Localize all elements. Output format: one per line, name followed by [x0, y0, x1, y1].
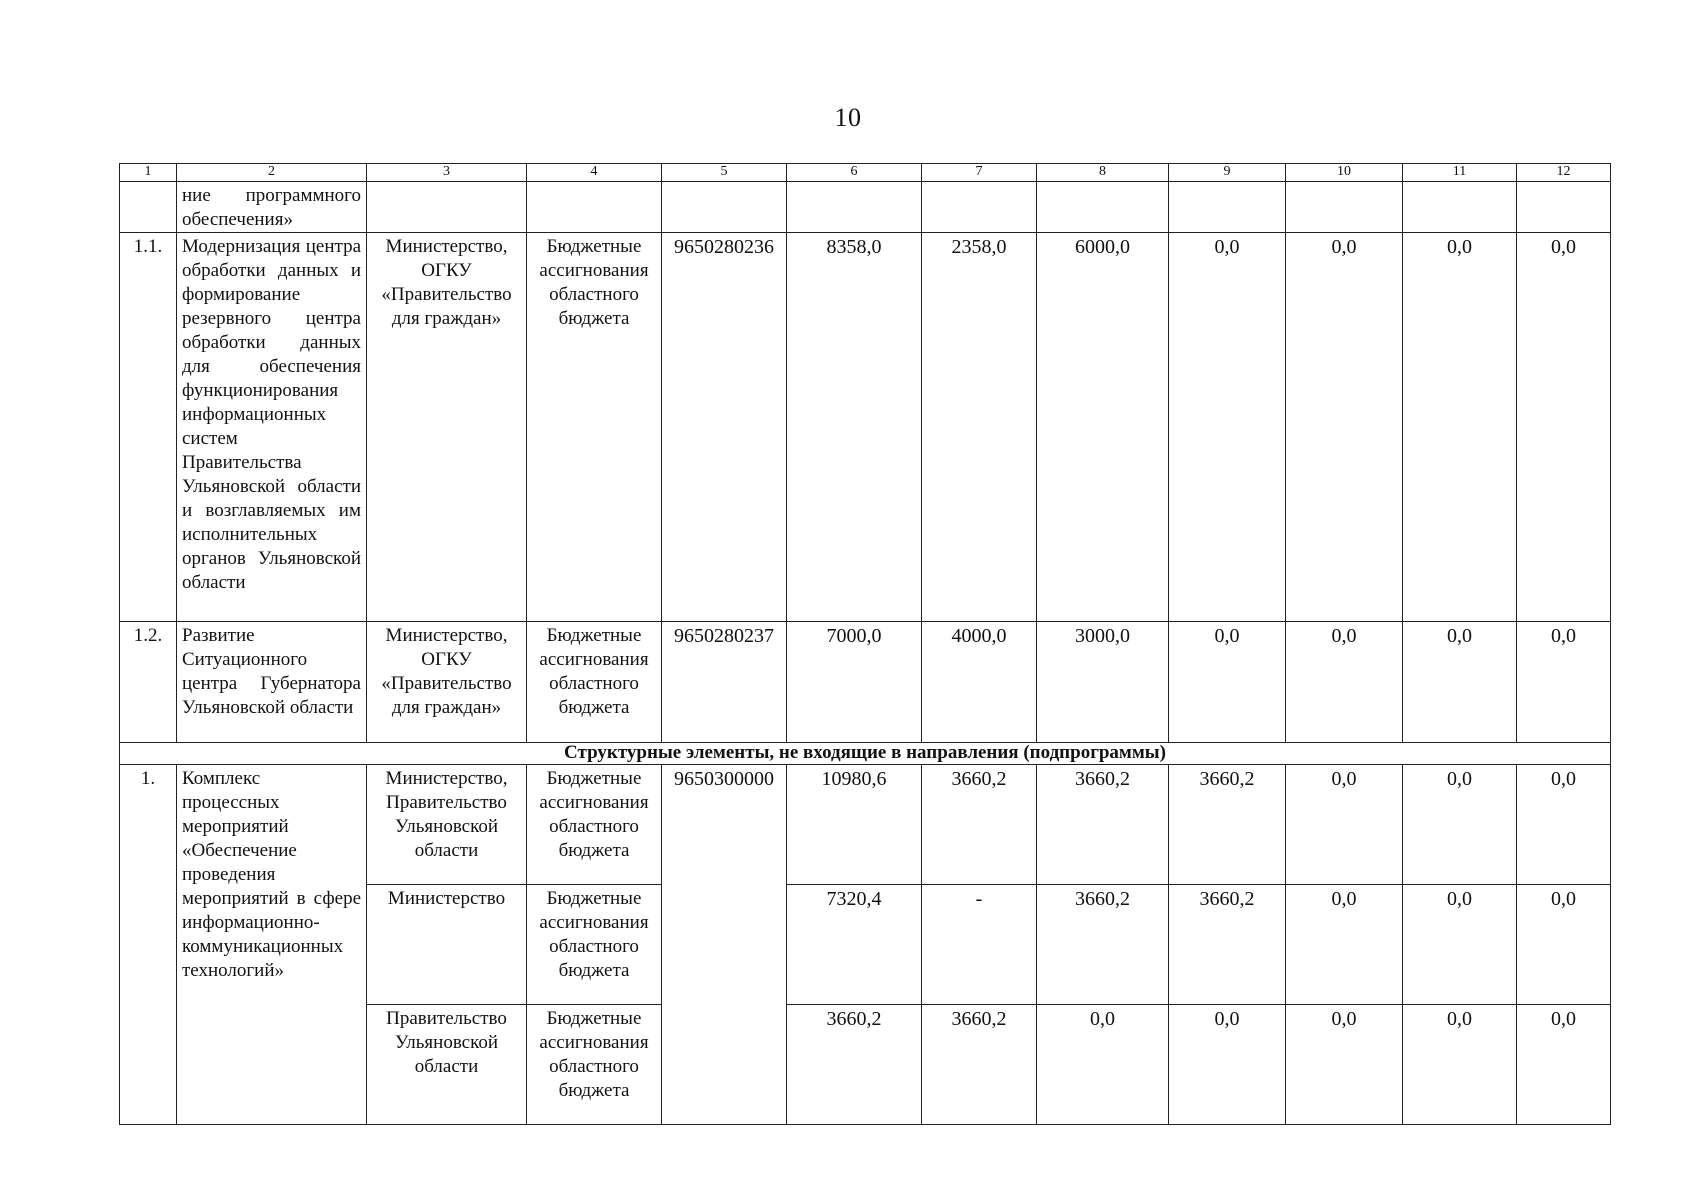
value-year: 0,0 — [1169, 1005, 1286, 1125]
section-header: Структурные элементы, не входящие в направления (подпрограммы) — [120, 743, 1611, 765]
empty-cell — [922, 182, 1037, 233]
value-year: 3660,2 — [1169, 765, 1286, 885]
column-number: 12 — [1517, 164, 1611, 182]
value-year: 0,0 — [1517, 765, 1611, 885]
value-year: 0,0 — [1403, 233, 1517, 622]
row-number: 1.1. — [120, 233, 177, 622]
value-year: 3660,2 — [922, 1005, 1037, 1125]
value-total: 10980,6 — [787, 765, 922, 885]
column-number: 3 — [367, 164, 527, 182]
empty-cell — [1517, 182, 1611, 233]
column-number: 6 — [787, 164, 922, 182]
value-year: 0,0 — [1286, 1005, 1403, 1125]
value-year: 0,0 — [1403, 1005, 1517, 1125]
value-year: 3000,0 — [1037, 622, 1169, 743]
value-year: 3660,2 — [1037, 885, 1169, 1005]
value-year: 0,0 — [1286, 765, 1403, 885]
value-year: 0,0 — [1517, 622, 1611, 743]
column-number: 4 — [527, 164, 662, 182]
executor: Министерство, ОГКУ «Правительство для граждан» — [367, 233, 527, 622]
funding-source: Бюджетные ассигнования областного бюджета — [527, 233, 662, 622]
empty-cell — [367, 182, 527, 233]
value-year: 6000,0 — [1037, 233, 1169, 622]
executor: Министерство, ОГКУ «Правительство для граждан» — [367, 622, 527, 743]
column-number: 7 — [922, 164, 1037, 182]
value-year: 4000,0 — [922, 622, 1037, 743]
activity-name: Комплекс процессных мероприятий «Обеспечение проведения мероприятий в сфере информационно-коммуникационных технологий» — [177, 765, 367, 1125]
funding-source: Бюджетные ассигнования областного бюджета — [527, 885, 662, 1005]
budget-code: 9650280237 — [662, 622, 787, 743]
column-number: 1 — [120, 164, 177, 182]
page-number: 10 — [834, 103, 862, 132]
value-year: 0,0 — [1286, 622, 1403, 743]
value-year: 3660,2 — [1037, 765, 1169, 885]
value-year: 0,0 — [1286, 885, 1403, 1005]
empty-cell — [787, 182, 922, 233]
column-number-row — [120, 164, 1611, 182]
value-year: 0,0 — [1517, 1005, 1611, 1125]
funding-source: Бюджетные ассигнования областного бюджета — [527, 622, 662, 743]
executor: Министерство — [367, 885, 527, 1005]
empty-cell — [120, 182, 177, 233]
funding-source: Бюджетные ассигнования областного бюджета — [527, 765, 662, 885]
value-total: 3660,2 — [787, 1005, 922, 1125]
funding-source: Бюджетные ассигнования областного бюджета — [527, 1005, 662, 1125]
empty-cell — [1037, 182, 1169, 233]
row-number: 1. — [120, 765, 177, 1125]
column-number: 8 — [1037, 164, 1169, 182]
table-row — [120, 233, 1611, 622]
column-number: 10 — [1286, 164, 1403, 182]
value-total: 8358,0 — [787, 233, 922, 622]
column-number: 5 — [662, 164, 787, 182]
value-year: 0,0 — [1517, 885, 1611, 1005]
value-year: 0,0 — [1517, 233, 1611, 622]
value-year: 0,0 — [1037, 1005, 1169, 1125]
empty-cell — [1403, 182, 1517, 233]
value-total: 7320,4 — [787, 885, 922, 1005]
column-number: 9 — [1169, 164, 1286, 182]
budget-table — [119, 163, 1611, 1125]
continuation-name: ние программного обеспечения» — [177, 182, 367, 233]
activity-name: Модернизация центра обработки данных и формирование резервного центра обработки данных для обеспечения функционирования информационных систем Правительства Ульяновской области и возглавляемых им исполнительных органов Ульяновской области — [177, 233, 367, 622]
empty-cell — [662, 182, 787, 233]
column-number: 11 — [1403, 164, 1517, 182]
budget-code: 9650300000 — [662, 765, 787, 1125]
continuation-row — [120, 182, 1611, 233]
value-year: 0,0 — [1403, 622, 1517, 743]
empty-cell — [1169, 182, 1286, 233]
column-number: 2 — [177, 164, 367, 182]
value-year: 3660,2 — [922, 765, 1037, 885]
empty-cell — [1286, 182, 1403, 233]
value-total: 7000,0 — [787, 622, 922, 743]
value-year: 0,0 — [1169, 622, 1286, 743]
value-year: 2358,0 — [922, 233, 1037, 622]
executor: Министерство, Правительство Ульяновской области — [367, 765, 527, 885]
empty-cell — [527, 182, 662, 233]
section-row — [120, 743, 1611, 765]
row-number: 1.2. — [120, 622, 177, 743]
value-year: 0,0 — [1286, 233, 1403, 622]
value-year: 0,0 — [1403, 885, 1517, 1005]
table-row — [120, 622, 1611, 743]
table-row — [120, 765, 1611, 885]
value-year: - — [922, 885, 1037, 1005]
activity-name: Развитие Ситуационного центра Губернатора Ульяновской области — [177, 622, 367, 743]
value-year: 3660,2 — [1169, 885, 1286, 1005]
value-year: 0,0 — [1169, 233, 1286, 622]
budget-code: 9650280236 — [662, 233, 787, 622]
value-year: 0,0 — [1403, 765, 1517, 885]
executor: Правительство Ульяновской области — [367, 1005, 527, 1125]
